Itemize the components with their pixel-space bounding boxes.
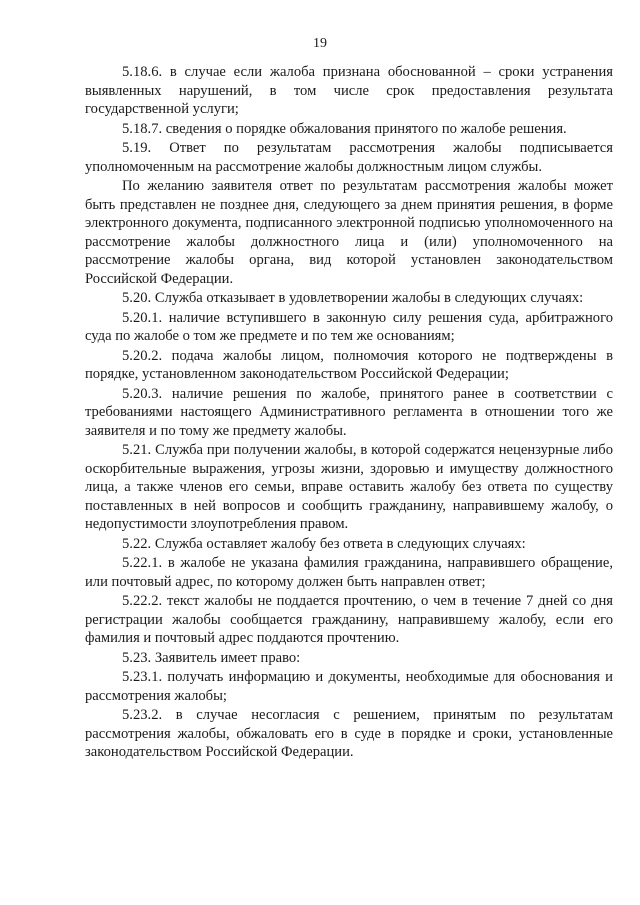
document-body xyxy=(85,63,613,763)
paragraph-5-20-3: 5.20.3. наличие решения по жалобе, принятого ранее в соответствии с требованиями настоящего Административного регламента в отношении того же заявителя и по тому же предмету жалобы. xyxy=(85,385,613,439)
paragraph-5-18-7: 5.18.7. сведения о порядке обжалования принятого по жалобе решения. xyxy=(122,120,567,137)
paragraph-5-19: 5.19. Ответ по результатам рассмотрения жалобы подписывается уполномоченным на рассмотрение жалобы должностным лицом службы. xyxy=(85,140,613,175)
paragraph-5-23-2: 5.23.2. в случае несогласия с решением, принятым по результатам рассмотрения жалобы, обжаловать его в суде в порядке и сроки, установленные законодательством Российской Федерации. xyxy=(85,707,613,760)
paragraph-5-22-1: 5.22.1. в жалобе не указана фамилия гражданина, направившего обращение, или почтовый адрес, по которому должен быть направлен ответ; xyxy=(85,555,613,590)
paragraph-5-22-2: 5.22.2. текст жалобы не поддается прочтению, о чем в течение 7 дней со дня регистрации жалобы сообщается гражданину, направившему жалобу, если его фамилия и почтовый адрес поддаются прочтению. xyxy=(85,593,613,646)
paragraph-5-20: 5.20. Служба отказывает в удовлетворении жалобы в следующих случаях: xyxy=(122,290,584,306)
paragraph-5-23: 5.23. Заявитель имеет право: xyxy=(122,649,301,666)
paragraph-5-21: 5.21. Служба при получении жалобы, в которой содержатся нецензурные либо оскорбительные выражения, угрозы жизни, здоровью и имуществу должностного лица, а также членов его семьи, вправе оставить жалобу без ответа по существу поставленных в ней вопросов и сообщить гражданину, направившему жалобу, о недопустимости злоупотребления правом. xyxy=(85,442,613,532)
paragraph-electronic-response: По желанию заявителя ответ по результатам рассмотрения жалобы может быть представлен не позднее дня, следующего за днем принятия решения, в форме электронного документа, подписанного электронной подписью уполномоченного на рассмотрение жалобы должностного лица и (или) уполномоченного на рассмотрение жалобы органа, вид которой установлен законодательством Российской Федерации. xyxy=(85,178,613,287)
page-number: 19 xyxy=(313,36,327,51)
paragraph-5-23-1: 5.23.1. получать информацию и документы, необходимые для обоснования и рассмотрения жалобы; xyxy=(85,669,613,704)
paragraph-5-20-2: 5.20.2. подача жалобы лицом, полномочия которого не подтверждены в порядке, установленном законодательством Российской Федерации; xyxy=(85,347,613,382)
paragraph-5-22: 5.22. Служба оставляет жалобу без ответа в следующих случаях: xyxy=(122,535,526,552)
paragraph-5-18-6: 5.18.6. в случае если жалоба признана обоснованной – сроки устранения выявленных нарушений, в том числе срок предоставления результата государственной услуги; xyxy=(85,64,613,117)
paragraph-5-20-1: 5.20.1. наличие вступившего в законную силу решения суда, арбитражного суда по жалобе о том же предмете и по тем же основаниям; xyxy=(85,309,613,344)
